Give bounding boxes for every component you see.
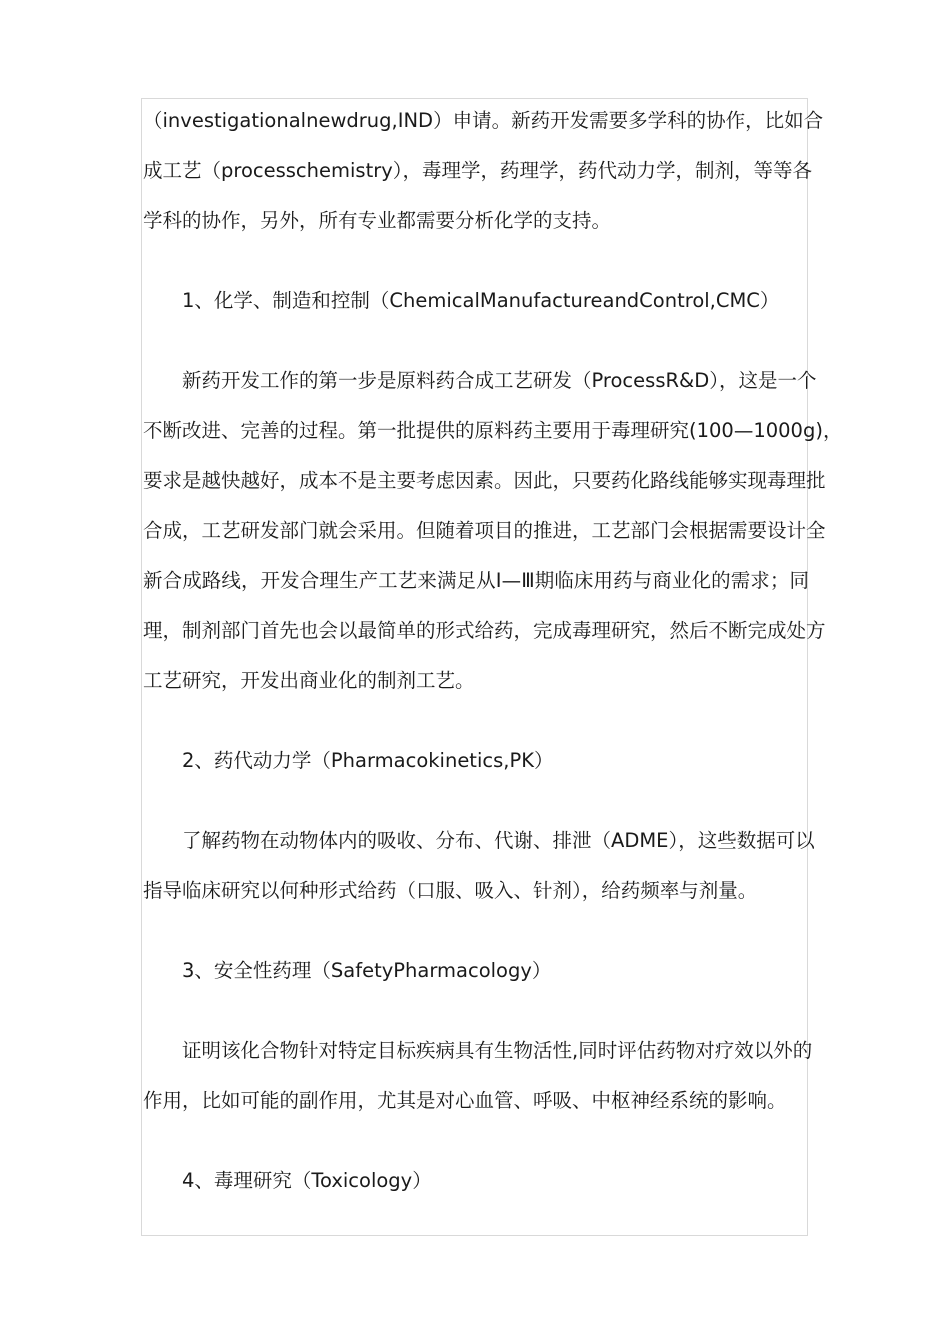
text-line: 要求是越快越好，成本不是主要考虑因素。因此，只要药化路线能够实现毒理批 [143,469,826,492]
heading-line: 2、药代动力学（Pharmacokinetics,PK） [182,749,554,772]
document-body [143,98,843,1208]
paragraph-intro [143,98,824,248]
text-line: 新合成路线，开发合理生产工艺来满足从Ⅰ—Ⅲ期临床用药与商业化的需求；同 [143,569,809,592]
text-line: 合成，工艺研发部门就会采用。但随着项目的推进，工艺部门会根据需要设计全 [143,519,826,542]
heading-line: 3、安全性药理（SafetyPharmacology） [182,959,552,982]
text-line: （investigationalnewdrug,IND）申请。新药开发需要多学科的协作，比如合 [143,109,824,132]
paragraph-pk [143,818,815,918]
text-line: 新药开发工作的第一步是原料药合成工艺研发（ProcessR&D），这是一个 [182,369,817,392]
paragraph-cmc [143,358,843,708]
text-line: 成工艺（processchemistry），毒理学，药理学，药代动力学，制剂，等等各 [143,159,813,182]
section-heading-pk [143,738,809,788]
section-heading-toxicology [143,1158,809,1208]
section-heading-cmc [143,278,809,328]
text-line: 了解药物在动物体内的吸收、分布、代谢、排泄（ADME），这些数据可以 [182,829,815,852]
text-line: 不断改进、完善的过程。第一批提供的原料药主要用于毒理研究(100—1000g)， [143,419,843,442]
section-heading-safety [143,948,809,998]
heading-line: 4、毒理研究（Toxicology） [182,1169,432,1192]
text-line: 工艺研究，开发出商业化的制剂工艺。 [143,669,475,692]
text-line: 作用，比如可能的副作用，尤其是对心血管、呼吸、中枢神经系统的影响。 [143,1089,787,1112]
text-line: 证明该化合物针对特定目标疾病具有生物活性,同时评估药物对疗效以外的 [182,1039,813,1062]
text-line: 指导临床研究以何种形式给药（口服、吸入、针剂），给药频率与剂量。 [143,879,758,902]
text-line: 学科的协作，另外，所有专业都需要分析化学的支持。 [143,209,612,232]
text-line: 理，制剂部门首先也会以最简单的形式给药，完成毒理研究，然后不断完成处方 [143,619,826,642]
paragraph-safety [143,1028,813,1128]
heading-line: 1、化学、制造和控制（ChemicalManufactureandControl,CMC） [182,289,780,312]
